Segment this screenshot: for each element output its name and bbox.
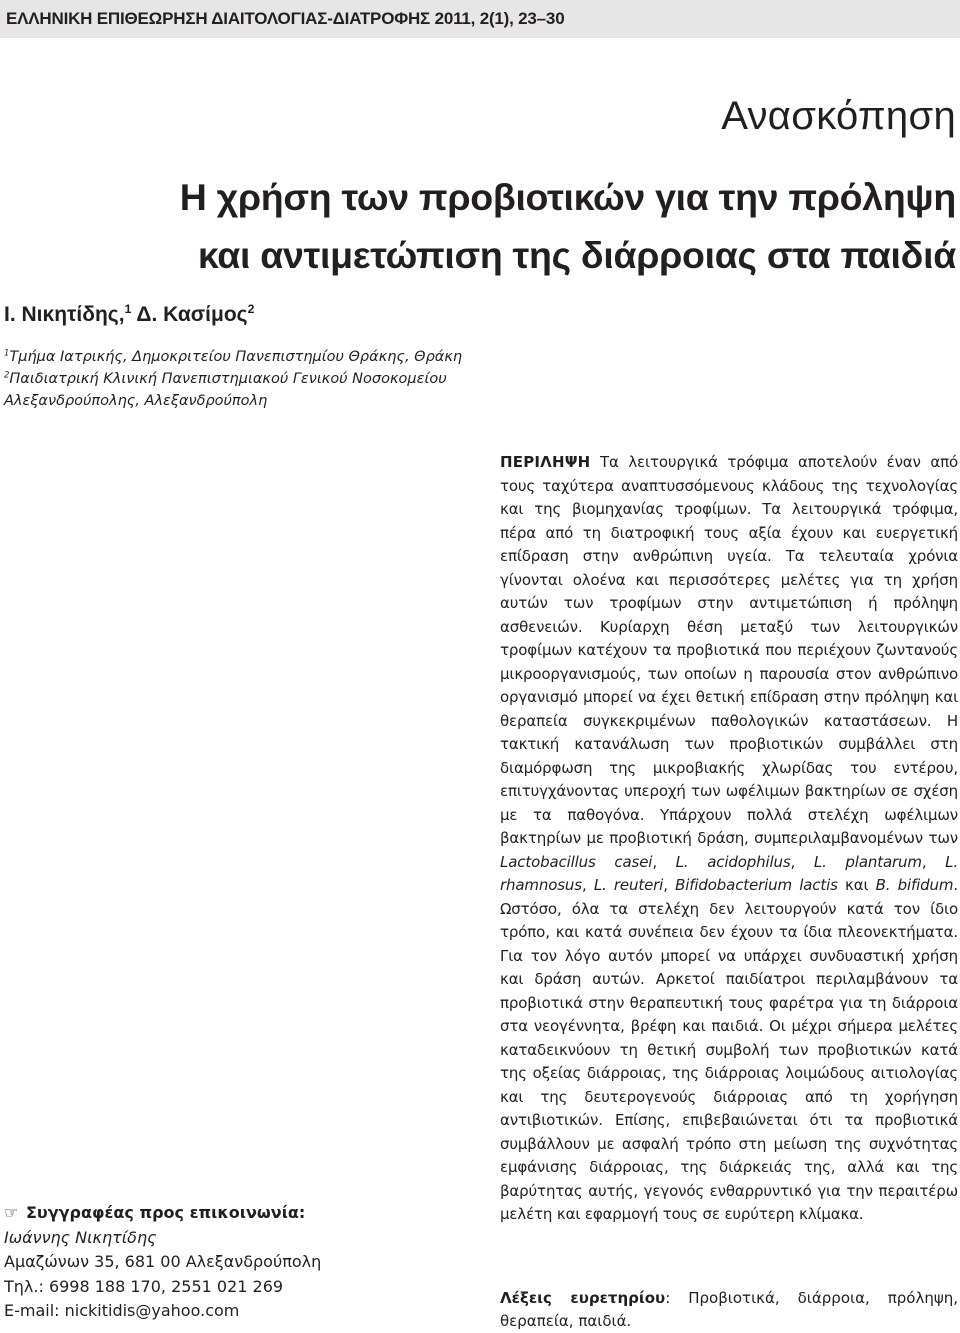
abstract-text: , [581, 876, 594, 894]
contact-name: Ιωάννης Νικητίδης [4, 1227, 157, 1247]
abstract-text: Τα λειτουργικά τρόφιμα αποτελούν έναν από τους ταχύτερα αναπτυσσόμενους κλάδους της τεχνολογίας και της βιομηχανίας τροφίμων. Τα λειτουργικά τρόφιμα, πέρα από τη διατροφική τους αξία έχουν και ευεργετική επίδραση στην ανθρώπινη υγεία. Τα τελευταία χρόνια γίνονται ολοένα και περισσότερες μελέτες για τη χρήση αυτών των τροφίμων στην αντιμετώπιση ή πρόληψη ασθενειών. Κυρίαρχη θέση μεταξύ των λειτουργικών τροφίμων κατέχουν τα προβιοτικά που περιέχουν ζωντανούς μικροοργανισμούς, των οποίων η παρουσία στον ανθρώπινο οργανισμό μπορεί να έχει θετική επίδραση στην πρόληψη και θεραπεία συγκεκριμένων παθολογικών καταστάσεων. Η τακτική κατανάλωση των προβιοτικών συμβάλλει στη διαμόρφωση της μικροβιακής χλωρίδας του εντέρου, επιτυγχάνοντας υπεροχή των ωφέλιμων βακτηρίων σε σχέση με τα παθογόνα. Υπάρχουν πολλά στελέχη ωφέλιμων βακτηρίων με προβιοτική δράση, συμπεριλαμβανομένων των [500, 453, 958, 847]
contact-phone: Τηλ.: 6998 188 170, 2551 021 269 [4, 1276, 284, 1296]
affiliation-2-continued: Αλεξανδρούπολης, Αλεξανδρούπολη [4, 393, 268, 409]
affiliation-1 [4, 346, 504, 368]
affiliation-1-text: Τμήμα Ιατρικής, Δημοκριτείου Πανεπιστημίου Θράκης, Θράκη [9, 349, 463, 365]
affiliation-2 [4, 368, 504, 390]
section-label: Ανασκόπηση [721, 94, 956, 138]
pointing-hand-icon: ☞ [4, 1203, 19, 1222]
abstract-text: , [663, 876, 676, 894]
author-list [4, 303, 254, 327]
author-1: Ι. Νικητίδης, [4, 303, 125, 326]
corresponding-author [4, 1201, 444, 1324]
species-name: L. rhamnosus [500, 852, 958, 894]
species-name: L. reuteri [593, 876, 664, 894]
species-name: L. acidophilus [675, 852, 791, 871]
abstract-text: , [652, 852, 676, 871]
article-title [56, 168, 956, 284]
keywords [500, 1287, 958, 1333]
contact-label: Συγγραφέας προς επικοινωνία: [26, 1203, 306, 1222]
author-1-affil-mark: 1 [124, 302, 132, 317]
affiliation-2-mark: 2 [4, 369, 10, 380]
author-2: Δ. Κασίμος [136, 303, 248, 326]
article-title-line-1: Η χρήση των προβιοτικών για την πρόληψη [179, 176, 956, 218]
contact-heading [4, 1201, 444, 1226]
abstract-text: . Ωστόσο, όλα τα στελέχη δεν λειτουργούν κατά τον ίδιο τρόπο, και κατά συνέπεια δεν έχουν τα ίδια πλεονεκτήματα. Για τον λόγο αυτόν μπορεί να υπάρχει συνδυαστική χρήση και δράση αυτών. Αρκετοί παιδίατροι περιλαμβάνουν τα προβιοτικά στην θεραπευτική τους φαρέτρα για τη διάρροια στα νεογέννητα, βρέφη και παιδιά. Οι μέχρι σήμερα μελέτες καταδεικνύουν τη θετική συμβολή των προβιοτικών κατά της οξείας διάρροιας, της διάρροιας λοιμώδους αιτιολογίας και της δευτερογενούς διάρροιας από τη χορήγηση αντιβιοτικών. Επίσης, επιβεβαιώνεται ότι τα προβιοτικά συμβάλλουν με ασφαλή τρόπο στη μείωση της συχνότητας εμφάνισης διάρροιας, της διάρκειάς της, αλλά και της βαρύτητας αυτής, γεγονός ενθαρρυντικό για την περαιτέρω μελέτη και εφαρμογή τους σε ευρύτερη κλίμακα. [500, 876, 958, 1223]
keywords-label: Λέξεις ευρετηρίου [500, 1289, 666, 1307]
journal-header-bar [0, 0, 960, 38]
article-title-line-2: και αντιμετώπιση της διάρροιας στα παιδιά [197, 234, 956, 276]
contact-email[interactable]: E-mail: nickitidis@yahoo.com [4, 1301, 240, 1320]
affiliation-1-mark: 1 [4, 347, 10, 358]
abstract [500, 451, 958, 1227]
abstract-text: και [837, 876, 876, 894]
species-name: Bifidobacterium lactis [675, 876, 838, 894]
species-name: B. bifidum [875, 876, 954, 894]
abstract-text: , [790, 852, 814, 871]
journal-citation: ΕΛΛΗΝΙΚΗ ΕΠΙΘΕΩΡΗΣΗ ΔΙΑΙΤΟΛΟΓΙΑΣ-ΔΙΑΤΡΟΦΗΣ 2011, 2(1), 23–30 [6, 9, 565, 28]
species-name: Lactobacillus casei [500, 852, 653, 871]
keywords-text: : Προβιοτικά, διάρροια, πρόληψη, θεραπεία, παιδιά. [500, 1289, 958, 1330]
affiliations [4, 346, 504, 412]
species-name: L. plantarum [813, 852, 922, 871]
abstract-label: ΠΕΡΙΛΗΨΗ [500, 453, 591, 471]
affiliation-2-text: Παιδιατρική Κλινική Πανεπιστημιακού Γενικού Νοσοκομείου [9, 371, 447, 387]
contact-address: Αμαζώνων 35, 681 00 Αλεξανδρούπολη [4, 1252, 322, 1271]
author-2-affil-mark: 2 [247, 302, 255, 317]
abstract-text: , [921, 852, 946, 871]
